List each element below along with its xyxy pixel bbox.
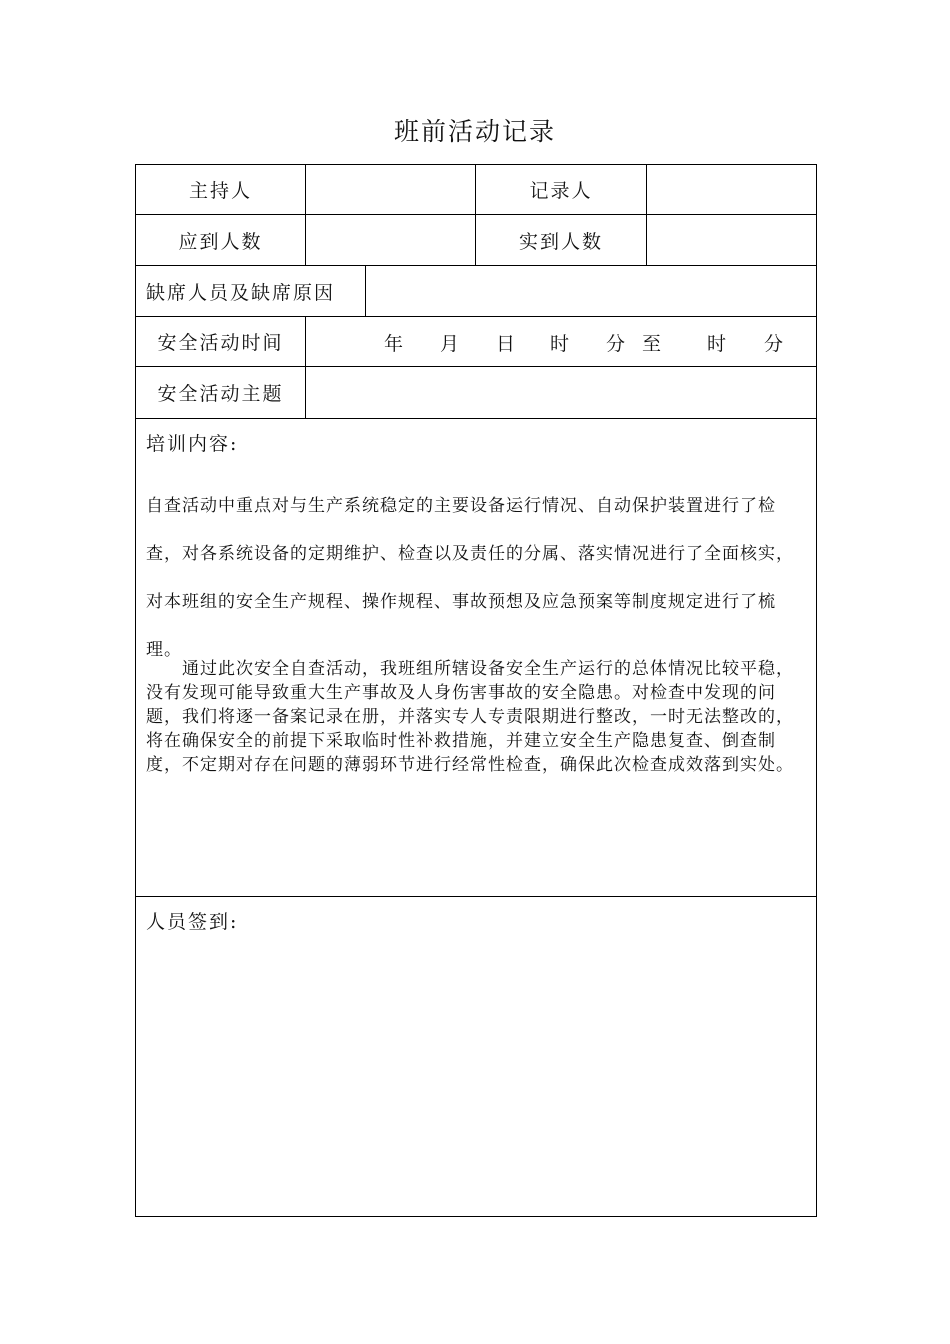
- time-unit-day: 日: [496, 333, 516, 355]
- expected-count-field[interactable]: [305, 214, 476, 266]
- expected-count-label: 应到人数: [135, 214, 306, 266]
- time-unit-minute-end: 分: [764, 333, 784, 355]
- host-field[interactable]: [305, 164, 476, 215]
- recorder-label: 记录人: [475, 164, 647, 215]
- page-title: 班前活动记录: [393, 117, 556, 146]
- time-unit-hour-end: 时: [707, 333, 727, 355]
- activity-time-field[interactable]: [305, 316, 817, 367]
- time-unit-year: 年: [384, 333, 404, 355]
- activity-time-label: 安全活动时间: [135, 316, 306, 367]
- training-content-section[interactable]: [135, 418, 817, 897]
- training-content-heading: 培训内容:: [146, 433, 239, 455]
- signin-section[interactable]: [135, 896, 817, 1217]
- time-unit-hour: 时: [550, 333, 570, 355]
- time-unit-month: 月: [440, 333, 460, 355]
- time-unit-minute: 分: [606, 333, 626, 355]
- training-paragraph-1: 自查活动中重点对与生产系统稳定的主要设备运行情况、自动保护装置进行了检查，对各系统设备的定期维护、检查以及责任的分属、落实情况进行了全面核实，对本班组的安全生产规程、操作规程、事故预想及应急预案等制度规定进行了梳理。: [146, 496, 794, 660]
- absent-label: 缺席人员及缺席原因: [135, 265, 366, 317]
- recorder-field[interactable]: [646, 164, 817, 215]
- activity-topic-label: 安全活动主题: [135, 366, 306, 419]
- signin-heading: 人员签到:: [146, 911, 239, 933]
- absent-field[interactable]: [365, 265, 817, 317]
- training-paragraph-2: 通过此次安全自查活动，我班组所辖设备安全生产运行的总体情况比较平稳，没有发现可能导致重大生产事故及人身伤害事故的安全隐患。对检查中发现的问题，我们将逐一备案记录在册，并落实专人专责限期进行整改，一时无法整改的，将在确保安全的前提下采取临时性补救措施，并建立安全生产隐患复查、倒查制度，不定期对存在问题的薄弱环节进行经常性检查，确保此次检查成效落到实处。: [146, 659, 794, 775]
- time-to: 至: [642, 333, 662, 355]
- actual-count-label: 实到人数: [475, 214, 647, 266]
- actual-count-field[interactable]: [646, 214, 817, 266]
- activity-topic-field[interactable]: [305, 366, 817, 419]
- host-label: 主持人: [135, 164, 306, 215]
